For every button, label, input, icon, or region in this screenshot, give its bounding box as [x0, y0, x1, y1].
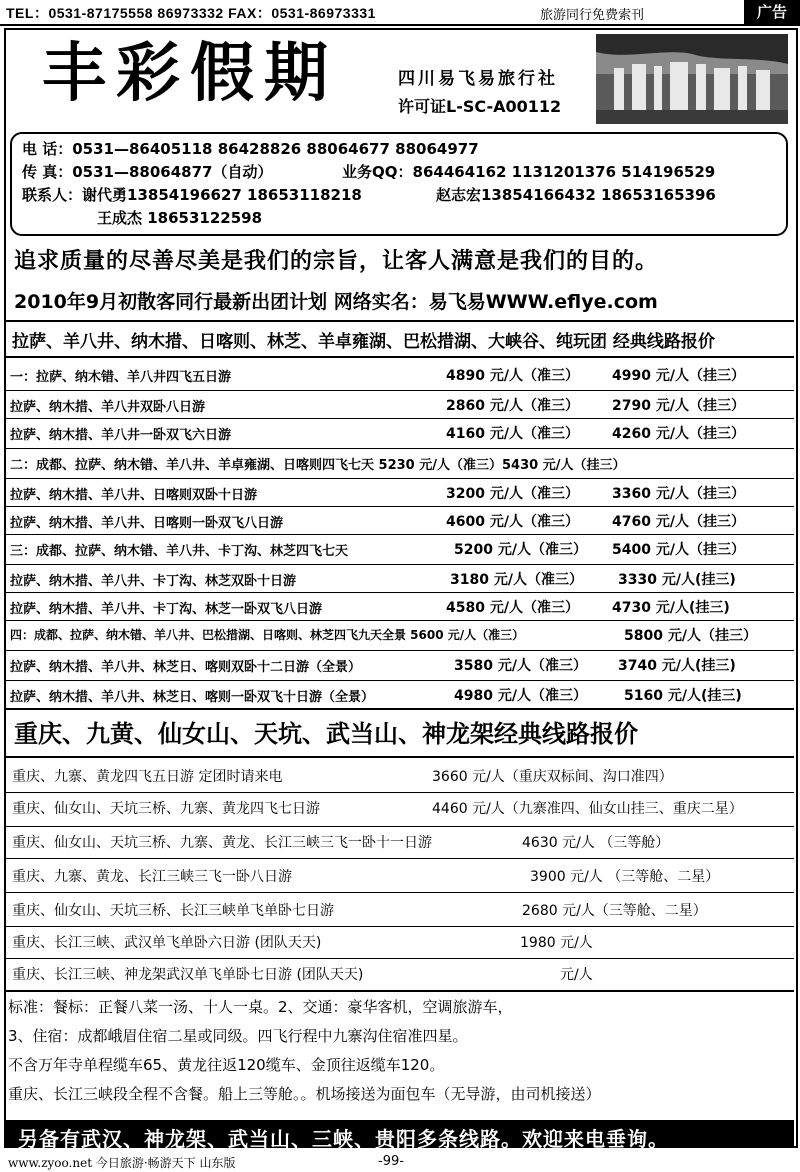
footer-site: www.zyoo.net 今日旅游·畅游天下 山东版 — [8, 1156, 236, 1170]
free-index-label: 旅游同行免费索刊 — [540, 8, 645, 23]
note-line: 3、住宿：成都峨眉住宿二星或同级。四飞行程中九寨沟住宿准四星。 — [8, 1027, 468, 1045]
price-alt: 4730 元/人(挂三) — [612, 600, 730, 616]
footer — [0, 1150, 800, 1172]
agency-name: 四川易飞易旅行社 — [398, 69, 558, 89]
price-alt: 4990 元/人（挂三） — [612, 368, 745, 384]
price-standard: 4980 元/人（准三） — [454, 688, 587, 704]
top-bar — [0, 0, 800, 26]
price-alt: 3330 元/人(挂三) — [618, 572, 736, 588]
route-name: 重庆、九寨、黄龙、长江三峡三飞一卧八日游 — [12, 869, 292, 885]
table-row — [0, 760, 800, 792]
contact-person-1: 谢代勇13854196627 18653118218 — [82, 186, 362, 204]
route-name: 拉萨、纳木措、羊八井、林芝日、喀则双卧十二日游（全景） — [10, 660, 362, 675]
table-row — [0, 564, 800, 594]
route-price: 2680 元/人（三等舱、二星） — [522, 903, 707, 919]
route-name: 拉萨、纳木措、羊八井、日喀则双卧十日游 — [10, 488, 258, 503]
route-name: 拉萨、纳木措、羊八井双卧八日游 — [10, 400, 206, 415]
route-name: 拉萨、纳木措、羊八井、卡丁沟、林芝一卧双飞八日游 — [10, 602, 323, 617]
route-price: 3900 元/人 （三等舱、二星） — [530, 869, 720, 885]
table-row — [0, 958, 800, 990]
table-row — [0, 680, 800, 710]
route-name: 三：成都、拉萨、纳木错、羊八井、卡丁沟、林芝四飞七天 — [10, 544, 349, 559]
route-price: 3660 元/人（重庆双标间、沟口准四） — [432, 769, 673, 785]
table-row — [0, 478, 800, 508]
table-row — [0, 650, 800, 680]
price-alt: 4760 元/人（挂三） — [612, 514, 745, 530]
route-name: 二：成都、拉萨、纳木错、羊八井、羊卓雍湖、日喀则四飞七天 5230 元/人（准三）5430 元/人（挂三） — [10, 458, 626, 473]
route-name: 拉萨、纳木措、羊八井、卡丁沟、林芝双卧十日游 — [10, 574, 297, 589]
row-divider — [6, 892, 794, 893]
price-alt: 5400 元/人（挂三） — [612, 542, 745, 558]
route-price: 元/人 — [560, 967, 593, 983]
contact-person-3: 王成杰 18653122598 — [97, 209, 263, 227]
route-name: 重庆、长江三峡、神龙架武汉单飞单卧七日游 (团队天天) — [12, 967, 364, 983]
price-standard: 2860 元/人（准三） — [446, 398, 579, 414]
tibet-section-title: 拉萨、羊八井、纳木措、日喀则、林芝、羊卓雍湖、巴松措湖、大峡谷、纯玩团 经典线路报价 — [12, 332, 715, 352]
price-standard: 3580 元/人（准三） — [454, 658, 587, 674]
note-line: 标准：餐标：正餐八菜一汤、十人一桌。2、交通：豪华客机，空调旅游车， — [8, 998, 513, 1016]
route-name: 重庆、仙女山、天坑三桥、九寨、黄龙四飞七日游 — [12, 801, 320, 817]
tel-label: 电 话： — [22, 140, 73, 158]
price-alt: 3360 元/人（挂三） — [612, 486, 745, 502]
price-alt: 5160 元/人(挂三) — [624, 688, 742, 704]
table-row — [0, 926, 800, 958]
note-line: 重庆、长江三峡段全程不含餐。船上三等舱。。机场接送为面包车（无导游，由司机接送） — [8, 1085, 601, 1103]
ad-badge: 广告 — [744, 0, 800, 24]
slogan: 追求质量的尽善尽美是我们的宗旨，让客人满意是我们的目的。 — [14, 249, 659, 274]
note-line: 不含万年寺单程缆车65、黄龙往返120缆车、金顶往返缆车120。 — [8, 1056, 445, 1074]
contact-box — [10, 132, 788, 236]
table-row — [0, 894, 800, 926]
chongqing-section-title: 重庆、九黄、仙女山、天坑、武当山、神龙架经典线路报价 — [14, 720, 638, 748]
qq-label: 业务QQ： — [342, 163, 413, 181]
table-row — [0, 534, 800, 564]
route-name: 重庆、仙女山、天坑三桥、长江三峡单飞单卧七日游 — [12, 903, 334, 919]
price-standard: 3200 元/人（准三） — [446, 486, 579, 502]
table-row — [0, 506, 800, 536]
contact-person-label: 联系人： — [22, 186, 83, 204]
plan-headline: 2010年9月初散客同行最新出团计划 网络实名：易飞易WWW.eflye.com — [14, 291, 658, 313]
qq-numbers: 864464162 1131201376 514196529 — [412, 163, 716, 181]
divider — [6, 756, 794, 758]
table-row — [0, 826, 800, 858]
page-number: -99- — [378, 1154, 404, 1169]
table-row — [0, 620, 800, 650]
divider — [6, 320, 794, 322]
fax-label: 传 真： — [22, 163, 73, 181]
route-name: 重庆、九寨、黄龙四飞五日游 定团时请来电 — [12, 769, 283, 785]
price-standard: 4890 元/人（准三） — [446, 368, 579, 384]
table-row — [0, 390, 800, 420]
table-row — [0, 360, 800, 390]
table-row — [0, 592, 800, 622]
tel-numbers: 0531—86405118 86428826 88064677 88064977 — [72, 140, 479, 158]
price-standard: 5200 元/人（准三） — [454, 542, 587, 558]
route-name: 重庆、仙女山、天坑三桥、九寨、黄龙、长江三峡三飞一卧十一日游 — [12, 835, 432, 851]
route-price: 4460 元/人（九寨准四、仙女山挂三、重庆二星） — [432, 801, 743, 817]
route-name: 拉萨、纳木措、羊八井、日喀则一卧双飞八日游 — [10, 516, 284, 531]
divider — [6, 356, 794, 358]
price-standard: 4600 元/人（准三） — [446, 514, 579, 530]
price-alt: 3740 元/人(挂三) — [618, 658, 736, 674]
price-alt: 5800 元/人（挂三） — [624, 628, 757, 644]
price-standard: 3180 元/人（准三） — [450, 572, 583, 588]
route-name: 拉萨、纳木措、羊八井、林芝日、喀则一卧双飞十日游（全景） — [10, 690, 375, 705]
route-price: 4630 元/人 （三等舱） — [522, 835, 670, 851]
divider — [6, 990, 794, 992]
route-name: 重庆、长江三峡、武汉单飞单卧六日游 (团队天天) — [12, 935, 322, 951]
route-name: 拉萨、纳木措、羊八井一卧双飞六日游 — [10, 428, 232, 443]
price-alt: 4260 元/人（挂三） — [612, 426, 745, 442]
divider — [6, 708, 794, 710]
bottom-banner-text: 另备有武汉、神龙架、武当山、三峡、贵阳多条线路。欢迎来电垂询。 — [18, 1127, 669, 1151]
row-divider — [6, 858, 794, 859]
table-row — [0, 860, 800, 892]
route-name: 一：拉萨、纳木错、羊八井四飞五日游 — [10, 370, 232, 385]
bottom-banner — [6, 1120, 794, 1151]
table-row — [0, 418, 800, 448]
license-number: 许可证L-SC-A00112 — [398, 97, 562, 116]
price-standard: 4160 元/人（准三） — [446, 426, 579, 442]
phone-fax-line: TEL：0531-87175558 86973332 FAX：0531-86973331 — [6, 5, 376, 21]
fax-number: 0531—88064877（自动） — [72, 163, 273, 181]
brand-title: 丰彩假期 — [42, 37, 338, 111]
route-name: 四：成都、拉萨、纳木错、羊八井、巴松措湖、日喀则、林芝四飞九天全景 5600 元/人（准三） — [10, 628, 525, 642]
route-price: 1980 元/人 — [520, 935, 593, 951]
price-alt: 2790 元/人（挂三） — [612, 398, 745, 414]
contact-person-2: 赵志宏13854166432 18653165396 — [436, 186, 716, 204]
table-row — [0, 448, 800, 478]
price-standard: 4580 元/人（准三） — [446, 600, 579, 616]
table-row — [0, 792, 800, 824]
waterfall-photo — [596, 34, 788, 124]
